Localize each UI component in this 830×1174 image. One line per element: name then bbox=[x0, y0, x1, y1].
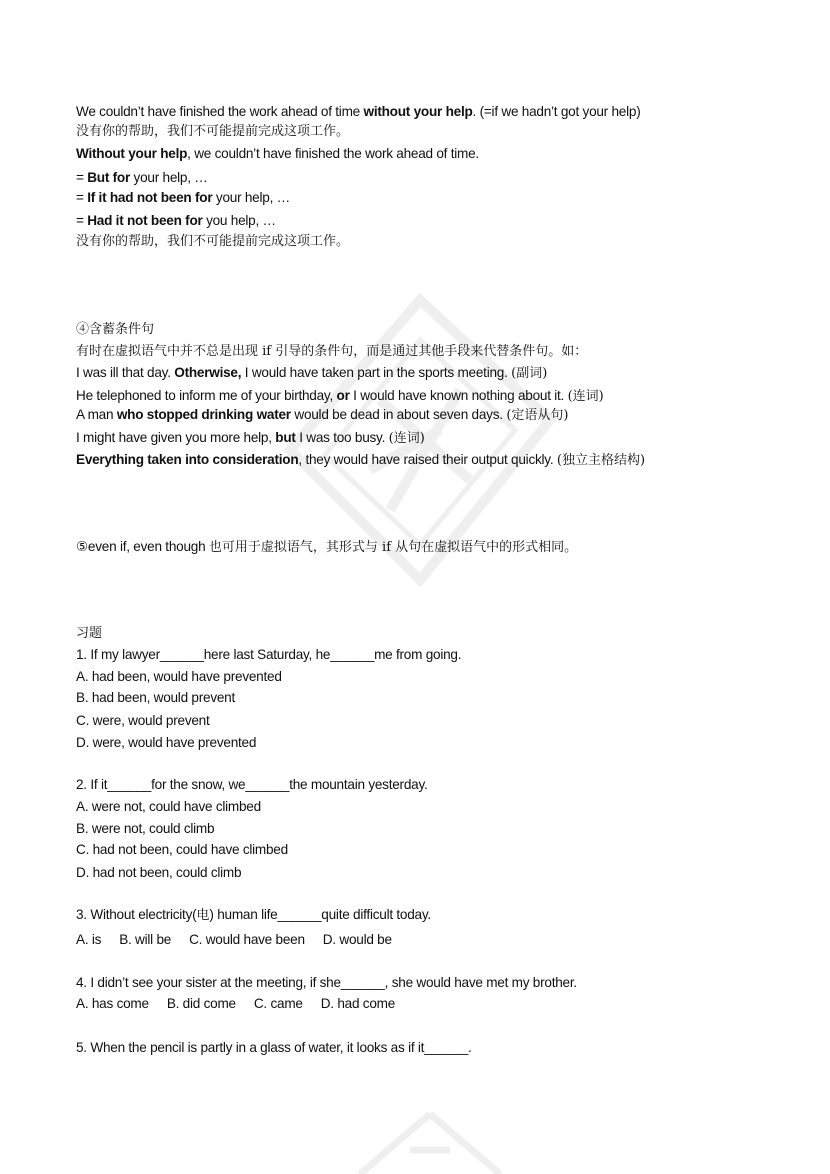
question-1-option-c: C. were, would prevent bbox=[76, 713, 210, 728]
option-b: B. did come bbox=[166, 996, 236, 1011]
question-4-stem: 4. I didn’t see your sister at the meeting, if she______, she would have met my brother. bbox=[76, 975, 577, 990]
text: I was ill that day. bbox=[76, 365, 175, 380]
note: (副词) bbox=[511, 366, 548, 381]
example-line-2: 没有你的帮助，我们不可能提前完成这项工作。 bbox=[76, 124, 350, 139]
bold-text: without your help bbox=[363, 104, 473, 119]
question-1-option-b: B. had been, would prevent bbox=[76, 690, 236, 705]
question-3-options bbox=[76, 931, 392, 949]
example-line-1 bbox=[76, 103, 640, 121]
text: I might have given you more help, bbox=[76, 430, 276, 445]
question-2-option-b: B. were not, could climb bbox=[76, 821, 215, 836]
text: would be dead in about seven days. bbox=[290, 407, 507, 422]
text: 电 bbox=[196, 908, 210, 923]
even-if-note bbox=[76, 538, 577, 557]
bold-text: or bbox=[336, 388, 350, 403]
exercises-title: 习题 bbox=[76, 626, 103, 641]
example-line-4 bbox=[76, 169, 208, 187]
option-c: C. came bbox=[253, 996, 303, 1011]
option-a: A. is bbox=[76, 932, 102, 947]
text: We couldn’t have finished the work ahead of time bbox=[76, 104, 364, 119]
implicit-sentence-1 bbox=[76, 364, 547, 383]
text: I was too busy. bbox=[295, 430, 389, 445]
question-5-stem: 5. When the pencil is partly in a glass of water, it looks as if it______. bbox=[76, 1040, 472, 1055]
example-line-6 bbox=[76, 212, 276, 230]
question-1-option-a: A. had been, would have prevented bbox=[76, 669, 282, 684]
bold-text: Had it not been for bbox=[87, 213, 203, 228]
question-3-stem bbox=[76, 906, 431, 925]
implicit-sentence-5 bbox=[76, 451, 645, 470]
note: (连词) bbox=[388, 431, 425, 446]
note: (连词) bbox=[567, 389, 604, 404]
question-2-stem: 2. If it______for the snow, we______the mountain yesterday. bbox=[76, 777, 428, 792]
text: , they would have raised their output quickly. bbox=[298, 452, 557, 467]
text: He telephoned to inform me of your birthday, bbox=[76, 388, 337, 403]
implicit-intro: 有时在虚拟语气中并不总是出现 if 引导的条件句，而是通过其他手段来代替条件句。如： bbox=[76, 344, 588, 359]
question-1-stem: 1. If my lawyer______here last Saturday, he______me from going. bbox=[76, 647, 462, 662]
text: ⑤even if, even though bbox=[76, 539, 209, 554]
implicit-sentence-2 bbox=[76, 387, 604, 406]
text: = bbox=[76, 190, 88, 205]
question-2-option-a: A. were not, could have climbed bbox=[76, 799, 261, 814]
bold-text: Otherwise, bbox=[174, 365, 242, 380]
option-d: D. would be bbox=[322, 932, 392, 947]
bold-text: Without your help bbox=[76, 146, 188, 161]
example-line-3 bbox=[76, 145, 479, 163]
text: , we couldn’t have finished the work ahead of time. bbox=[187, 146, 479, 161]
text: ) human life______quite difficult today. bbox=[209, 907, 431, 922]
option-b: B. will be bbox=[119, 932, 172, 947]
section-heading-implicit: ④含蓄条件句 bbox=[76, 322, 155, 337]
question-4-options bbox=[76, 995, 395, 1013]
watermark-icon-bottom bbox=[350, 1110, 510, 1174]
option-d: D. had come bbox=[320, 996, 396, 1011]
text: = bbox=[76, 170, 88, 185]
option-a: A. has come bbox=[76, 996, 149, 1011]
bold-text: Everything taken into consideration bbox=[76, 452, 299, 467]
implicit-sentence-3 bbox=[76, 406, 568, 425]
text: . (=if we hadn’t got your help) bbox=[472, 104, 641, 119]
note: (定语从句) bbox=[506, 408, 569, 423]
bold-text: But for bbox=[87, 170, 131, 185]
example-line-7: 没有你的帮助，我们不可能提前完成这项工作。 bbox=[76, 234, 350, 249]
text: you help, … bbox=[202, 213, 276, 228]
bold-text: who stopped drinking water bbox=[116, 407, 291, 422]
question-1-option-d: D. were, would have prevented bbox=[76, 735, 257, 750]
text: your help, … bbox=[130, 170, 208, 185]
bold-text: but bbox=[275, 430, 296, 445]
text: 3. Without electricity( bbox=[76, 907, 197, 922]
text: your help, … bbox=[212, 190, 290, 205]
note: (独立主格结构) bbox=[556, 453, 646, 468]
text: I would have taken part in the sports meeting. bbox=[241, 365, 512, 380]
option-c: C. would have been bbox=[189, 932, 305, 947]
question-2-option-d: D. had not been, could climb bbox=[76, 865, 242, 880]
implicit-sentence-4 bbox=[76, 429, 425, 448]
text: = bbox=[76, 213, 88, 228]
example-line-5 bbox=[76, 189, 290, 207]
text: A man bbox=[76, 407, 117, 422]
question-2-option-c: C. had not been, could have climbed bbox=[76, 842, 288, 857]
note: 也可用于虚拟语气，其形式与 if 从句在虚拟语气中的形式相同。 bbox=[208, 540, 578, 555]
bold-text: If it had not been for bbox=[87, 190, 213, 205]
text: I would have known nothing about it. bbox=[349, 388, 568, 403]
